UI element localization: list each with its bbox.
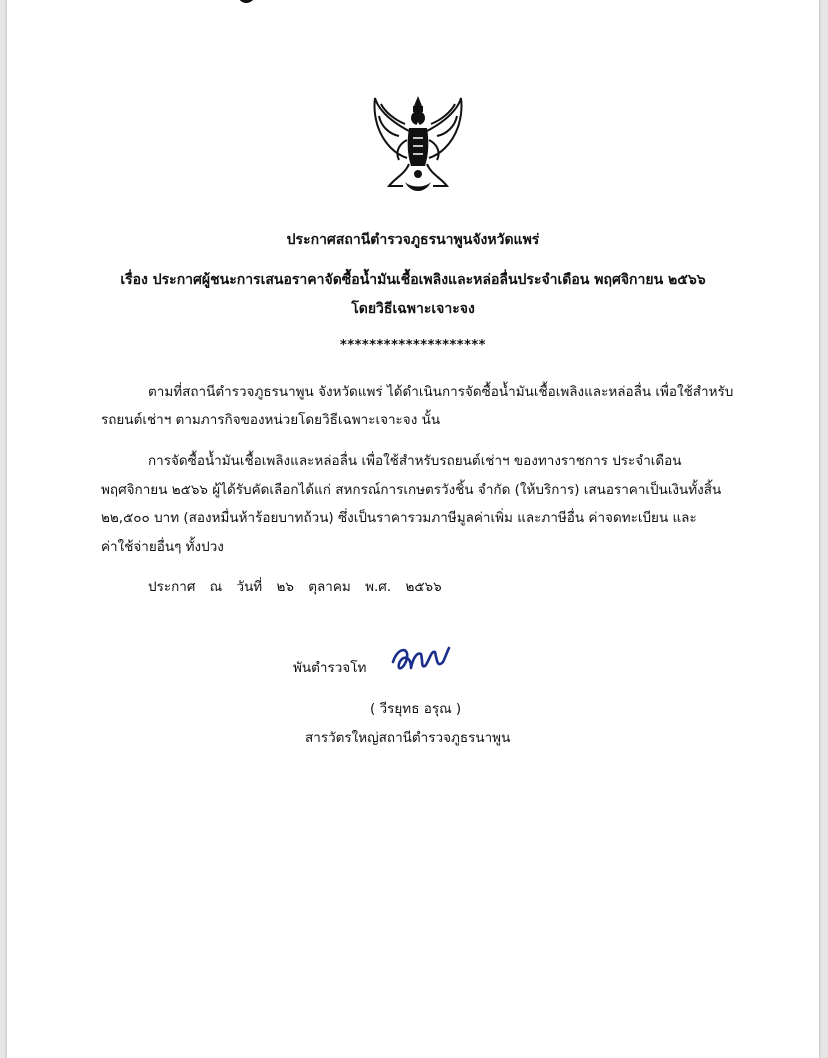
paragraph-2-line-3: ๒๒,๕๐๐ บาท (สองหมื่นห้าร้อยบาทถ้วน) ซึ่งเป็นราคารวมภาษีมูลค่าเพิ่ม และภาษีอื่น ค่าจดทะเบียน และ bbox=[101, 510, 697, 526]
signer-rank: พันตำรวจโท bbox=[293, 660, 367, 676]
handwritten-signature bbox=[387, 638, 453, 678]
signer-name: ( วีรยุทธ อรุณ ) bbox=[370, 701, 462, 717]
announcement-date: ประกาศ ณ วันที่ ๒๖ ตุลาคม พ.ศ. ๒๕๖๖ bbox=[148, 579, 442, 595]
pen-mark bbox=[233, 0, 259, 10]
paragraph-2-line-1: การจัดซื้อน้ำมันเชื้อเพลิงและหล่อลื่น เพื่อใช้สำหรับรถยนต์เช่าฯ ของทางราชการ ประจำเดือน bbox=[148, 453, 682, 469]
separator: ******************** bbox=[340, 338, 486, 353]
document-page bbox=[7, 0, 819, 1058]
paragraph-1-line-1: ตามที่สถานีตำรวจภูธรนาพูน จังหวัดแพร่ ได้ดำเนินการจัดซื้อน้ำมันเชื้อเพลิงและหล่อลื่น เพื่อใช้สำหรับ bbox=[148, 384, 734, 400]
subject-line-1: เรื่อง ประกาศผู้ชนะการเสนอราคาจัดซื้อน้ำมันเชื้อเพลิงและหล่อลื่นประจำเดือน พฤศจิกายน ๒๕๖๖ bbox=[120, 272, 706, 288]
document-title: ประกาศสถานีตำรวจภูธรนาพูนจังหวัดแพร่ bbox=[286, 232, 540, 248]
signer-position: สารวัตรใหญ่สถานีตำรวจภูธรนาพูน bbox=[305, 730, 511, 746]
garuda-emblem-icon bbox=[365, 94, 471, 200]
paragraph-1-line-2: รถยนต์เช่าฯ ตามภารกิจของหน่วยโดยวิธีเฉพาะเจาะจง นั้น bbox=[101, 412, 441, 428]
paragraph-2-line-4: ค่าใช้จ่ายอื่นๆ ทั้งปวง bbox=[101, 539, 224, 555]
paragraph-2-line-2: พฤศจิกายน ๒๕๖๖ ผู้ได้รับคัดเลือกได้แก่ สหกรณ์การเกษตรวังชิ้น จำกัด (ให้บริการ) เสนอราคาเป็นเงินทั้งสิ้น bbox=[101, 482, 722, 498]
subject-line-2: โดยวิธีเฉพาะเจาะจง bbox=[351, 301, 475, 317]
